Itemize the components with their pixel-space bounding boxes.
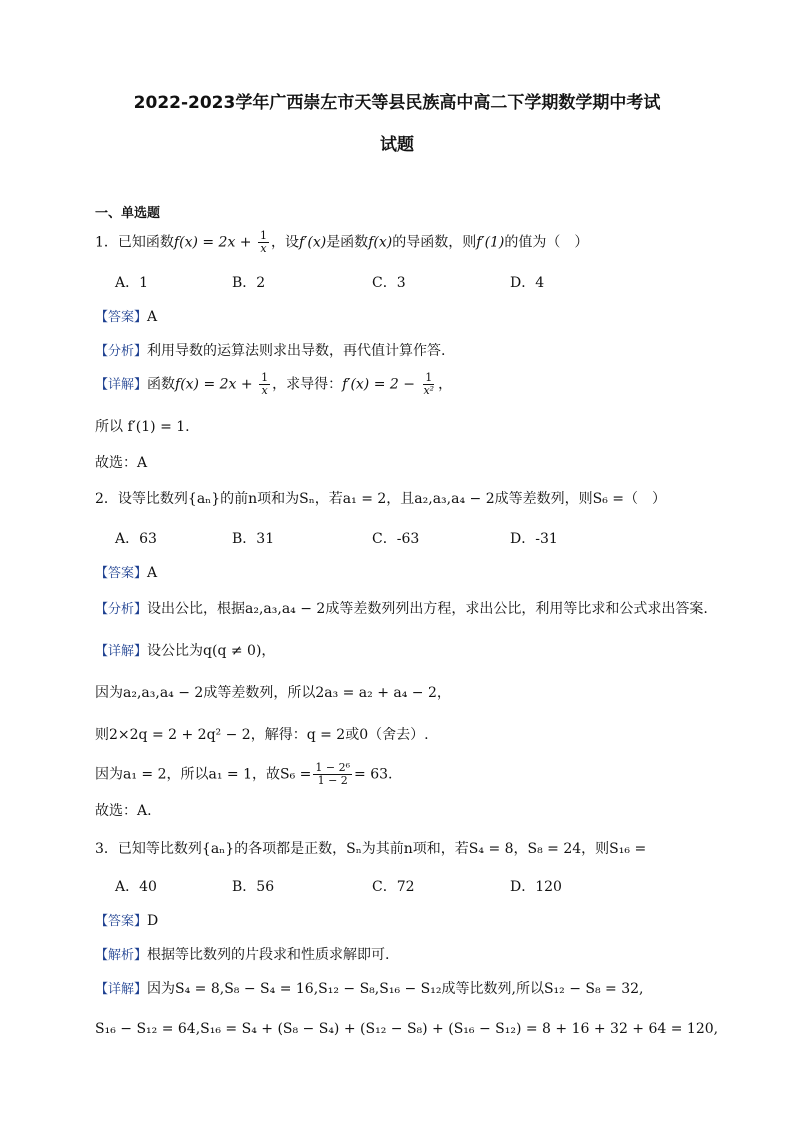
q1-option-b: B．2 bbox=[232, 275, 266, 291]
q3-option-c: C．72 bbox=[372, 879, 415, 895]
q1-option-c: C．3 bbox=[372, 275, 406, 291]
q3-step2: S₁₆ − S₁₂ = 64,S₁₆ = S₄ + (S₈ − S₄) + (S₁₂ − S₈) + (S₁₆ − S₁₂) = 8 + 16 + 32 + 64 = 120, bbox=[95, 1021, 719, 1037]
q1-option-a: A．1 bbox=[115, 275, 149, 291]
q1-fraction: $\frac{1}{x}$ bbox=[260, 229, 267, 255]
q2-answer: 【答案】A bbox=[95, 565, 158, 581]
q3-option-d: D．120 bbox=[510, 879, 562, 895]
q3-answer: 【答案】D bbox=[95, 913, 159, 929]
q1-option-d: D．4 bbox=[510, 275, 545, 291]
q2-analysis: 【分析】设出公比，根据a₂,a₃,a₄ − 2成等差数列列出方程，求出公比，利用等比求和公式求出答案. bbox=[95, 601, 708, 617]
q2-option-d: D．-31 bbox=[510, 531, 558, 547]
q3-option-b: B．56 bbox=[232, 879, 275, 895]
q2-step3: 因为a₁ = 2，所以a₁ = 1，故S₆ = $\frac{\text{1 − 2⁶}}{1 - 2}$ = 63. bbox=[95, 761, 393, 787]
q2-step2: 则2×2q = 2 + 2q² − 2，解得：q = 2或0（舍去）. bbox=[95, 727, 429, 743]
doc-title-line2: 试题 bbox=[380, 135, 414, 155]
q1-detail: 【详解】函数f(x) = 2x + $\frac{1}{x}$ ，求导得：f′(x) = 2 − $\frac{1}{\text{x²}}$ ， bbox=[95, 371, 453, 397]
q2-option-c: C．-63 bbox=[372, 531, 420, 547]
q3-option-a: A．40 bbox=[115, 879, 157, 895]
q2-choose: 故选：A. bbox=[95, 803, 152, 819]
q1-answer: 【答案】A bbox=[95, 309, 158, 325]
doc-title-line1: 2022-2023学年广西崇左市天等县民族高中高二下学期数学期中考试 bbox=[133, 93, 661, 113]
q1-detail-fraction2: $\frac{1}{\text{x²}}$ bbox=[423, 371, 435, 397]
q3-analysis: 【解析】根据等比数列的片段求和性质求解即可. bbox=[95, 947, 390, 963]
q2-stem: 2．设等比数列{aₙ}的前n项和为Sₙ，若a₁ = 2，且a₂,a₃,a₄ − 2成等差数列，则S₆ =（ ） bbox=[95, 491, 666, 507]
q3-stem: 3．已知等比数列{aₙ}的各项都是正数，Sₙ为其前n项和，若S₄ = 8，S₈ = 24，则S₁₆ = bbox=[95, 841, 647, 857]
q2-step1: 因为a₂,a₃,a₄ − 2成等差数列，所以2a₃ = a₂ + a₄ − 2， bbox=[95, 685, 451, 701]
q1-stem: 1．已知函数f(x) = 2x + $\frac{1}{x}$ ，设f′(x)是函数f(x)的导函数，则f′(1)的值为（ ） bbox=[95, 229, 589, 255]
q1-analysis: 【分析】利用导数的运算法则求出导数，再代值计算作答. bbox=[95, 343, 446, 359]
q3-detail: 【详解】因为S₄ = 8,S₈ − S₄ = 16,S₁₂ − S₈,S₁₆ − S₁₂成等比数列,所以S₁₂ − S₈ = 32, bbox=[95, 981, 644, 997]
q2-sum-fraction: $\frac{\text{1 − 2⁶}}{1 - 2}$ bbox=[315, 761, 351, 787]
q2-detail: 【详解】设公比为q(q ≠ 0)， bbox=[95, 643, 276, 659]
q1-choose: 故选：A bbox=[95, 455, 148, 471]
q1-conclusion: 所以 f′(1) = 1. bbox=[95, 419, 190, 435]
section-heading: 一、单选题 bbox=[95, 206, 161, 221]
q2-option-a: A．63 bbox=[115, 531, 157, 547]
q1-detail-fraction: $\frac{1}{x}$ bbox=[261, 371, 269, 397]
q2-option-b: B．31 bbox=[232, 531, 275, 547]
